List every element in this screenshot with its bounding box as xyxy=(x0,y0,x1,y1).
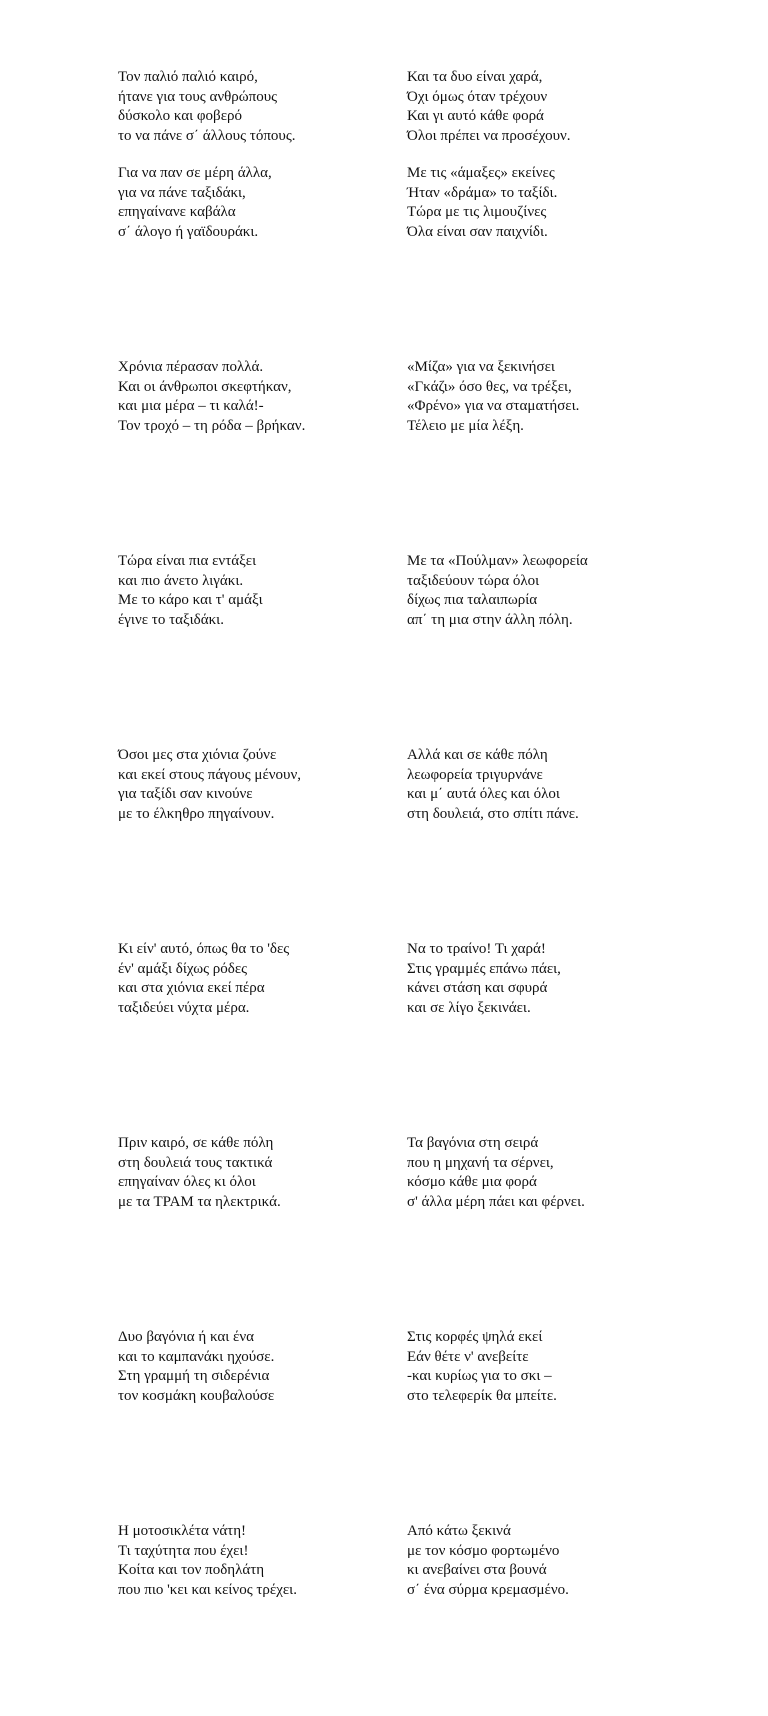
poem-line: Κι είν' αυτό, όπως θα το 'δες xyxy=(118,941,290,957)
poem-line: έν' αμάξι δίχως ρόδες xyxy=(118,960,248,977)
poem-line: και πιο άνετο λιγάκι. xyxy=(118,572,244,589)
poem-line: Τι ταχύτητα που έχει! xyxy=(118,1542,249,1559)
stanza xyxy=(118,164,408,358)
poem-line: δίχως πια ταλαιπωρία xyxy=(407,592,538,608)
stanza xyxy=(407,940,697,1134)
poem-line: Στη γραμμή τη σιδερένια xyxy=(118,1368,270,1384)
poem-line: και σε λίγο ξεκινάει. xyxy=(407,999,531,1016)
poem-line: το να πάνε σ΄ άλλους τόπους. xyxy=(118,127,296,144)
stanza xyxy=(407,1522,697,1716)
poem-line: τον κοσμάκη κουβαλούσε xyxy=(118,1387,275,1404)
poem-column-left xyxy=(118,68,408,1716)
poem-line: Στις γραμμές επάνω πάει, xyxy=(407,960,561,977)
poem-line: που πιο 'κει και κείνος τρέχει. xyxy=(118,1581,297,1598)
poem-line: Με το κάρο και τ' αμάξι xyxy=(118,592,263,608)
stanza xyxy=(118,552,408,746)
poem-line: Με τα «Πούλμαν» λεωφορεία xyxy=(407,553,588,569)
poem-line: Και τα δυο είναι χαρά, xyxy=(407,69,543,85)
poem-line: δύσκολο και φοβερό xyxy=(118,108,242,124)
poem-line: «Φρένο» για να σταματήσει. xyxy=(407,398,580,414)
poem-line: κι ανεβαίνει στα βουνά xyxy=(407,1562,547,1578)
poem-line: «Γκάζι» όσο θες, να τρέξει, xyxy=(407,378,572,395)
stanza xyxy=(118,1328,408,1522)
poem-line: Να το τραίνο! Τι χαρά! xyxy=(407,941,546,957)
poem-line: Όλοι πρέπει να προσέχουν. xyxy=(407,127,571,144)
stanza xyxy=(118,68,408,164)
poem-line: με τον κόσμο φορτωμένο xyxy=(407,1542,560,1559)
poem-line: Όχι όμως όταν τρέχουν xyxy=(407,88,548,105)
poem-line: με τα ΤΡΑΜ τα ηλεκτρικά. xyxy=(118,1193,281,1210)
poem-line: και μ΄ αυτά όλες και όλοι xyxy=(407,786,560,802)
poem-line: επηγαίναν όλες κι όλοι xyxy=(118,1174,256,1190)
poem-line: Τον τροχό – τη ρόδα – βρήκαν. xyxy=(118,417,306,434)
poem-line: -και κυρίως για το σκι – xyxy=(407,1368,552,1384)
poem-line: Στις κορφές ψηλά εκεί xyxy=(407,1329,543,1345)
poem-line: Η μοτοσικλέτα νάτη! xyxy=(118,1523,247,1539)
poem-line: Και γι αυτό κάθε φορά xyxy=(407,108,544,124)
poem-line: Ήταν «δράμα» το ταξίδι. xyxy=(407,184,558,201)
poem-line: ταξιδεύει νύχτα μέρα. xyxy=(118,999,250,1016)
stanza xyxy=(118,1134,408,1328)
stanza xyxy=(118,1522,408,1716)
stanza xyxy=(407,552,697,746)
poem-line: Για να παν σε μέρη άλλα, xyxy=(118,165,272,181)
poem-line: Με τις «άμαξες» εκείνες xyxy=(407,165,555,181)
poem-line: Πριν καιρό, σε κάθε πόλη xyxy=(118,1135,274,1151)
poem-line: Τα βαγόνια στη σειρά xyxy=(407,1135,539,1151)
poem-line: Όσοι μες στα χιόνια ζούνε xyxy=(118,747,277,763)
poem-line: ήτανε για τους ανθρώπους xyxy=(118,88,278,105)
poem-line: στη δουλειά, στο σπίτι πάνε. xyxy=(407,805,579,822)
poem-line: Δυο βαγόνια ή και ένα xyxy=(118,1329,254,1345)
stanza xyxy=(407,746,697,940)
stanza xyxy=(118,940,408,1134)
poem-line: ταξιδεύουν τώρα όλοι xyxy=(407,572,540,589)
poem-line: σ΄ ένα σύρμα κρεμασμένο. xyxy=(407,1581,569,1598)
stanza xyxy=(407,164,697,358)
poem-line: και στα χιόνια εκεί πέρα xyxy=(118,980,265,996)
poem-line: Τον παλιό παλιό καιρό, xyxy=(118,69,258,85)
poem-line: Αλλά και σε κάθε πόλη xyxy=(407,747,548,763)
poem-line: σ΄ άλογο ή γαϊδουράκι. xyxy=(118,223,259,240)
poem-line: Χρόνια πέρασαν πολλά. xyxy=(118,359,264,375)
stanza xyxy=(407,1328,697,1522)
poem-line: Εάν θέτε ν' ανεβείτε xyxy=(407,1348,529,1365)
poem-line: Από κάτω ξεκινά xyxy=(407,1523,511,1539)
poem-line: Τώρα με τις λιμουζίνες xyxy=(407,204,547,220)
poem-line: Τέλειο με μία λέξη. xyxy=(407,417,524,434)
stanza xyxy=(118,358,408,552)
poem-line: απ΄ τη μια στην άλλη πόλη. xyxy=(407,611,573,628)
poem-line: Όλα είναι σαν παιχνίδι. xyxy=(407,223,548,240)
poem-line: με το έλκηθρο πηγαίνουν. xyxy=(118,805,275,822)
poem-line: σ' άλλα μέρη πάει και φέρνει. xyxy=(407,1193,585,1210)
stanza xyxy=(407,358,697,552)
poem-line: επηγαίνανε καβάλα xyxy=(118,204,236,220)
stanza xyxy=(118,746,408,940)
poem-line: «Μίζα» για να ξεκινήσει xyxy=(407,359,555,375)
poem-line: και μια μέρα – τι καλά!- xyxy=(118,398,264,414)
poem-line: Κοίτα και τον ποδηλάτη xyxy=(118,1562,265,1578)
poem-line: για να πάνε ταξιδάκι, xyxy=(118,184,246,201)
poem-line: στο τελεφερίκ θα μπείτε. xyxy=(407,1387,557,1404)
stanza xyxy=(407,1134,697,1328)
poem-line: στη δουλειά τους τακτικά xyxy=(118,1154,273,1171)
poem-column-right xyxy=(407,68,697,1716)
stanza xyxy=(407,68,697,164)
poem-line: Τώρα είναι πια εντάξει xyxy=(118,553,257,569)
poem-line: και εκεί στους πάγους μένουν, xyxy=(118,766,302,783)
poem-line: που η μηχανή τα σέρνει, xyxy=(407,1154,554,1171)
poem-line: κάνει στάση και σφυρά xyxy=(407,980,548,996)
poem-line: έγινε το ταξιδάκι. xyxy=(118,611,224,628)
poem-line: Και οι άνθρωποι σκεφτήκαν, xyxy=(118,378,292,395)
poem-line: λεωφορεία τριγυρνάνε xyxy=(407,766,543,783)
poem-line: κόσμο κάθε μια φορά xyxy=(407,1174,537,1190)
poem-line: και το καμπανάκι ηχούσε. xyxy=(118,1348,275,1365)
poem-line: για ταξίδι σαν κινούνε xyxy=(118,786,253,802)
